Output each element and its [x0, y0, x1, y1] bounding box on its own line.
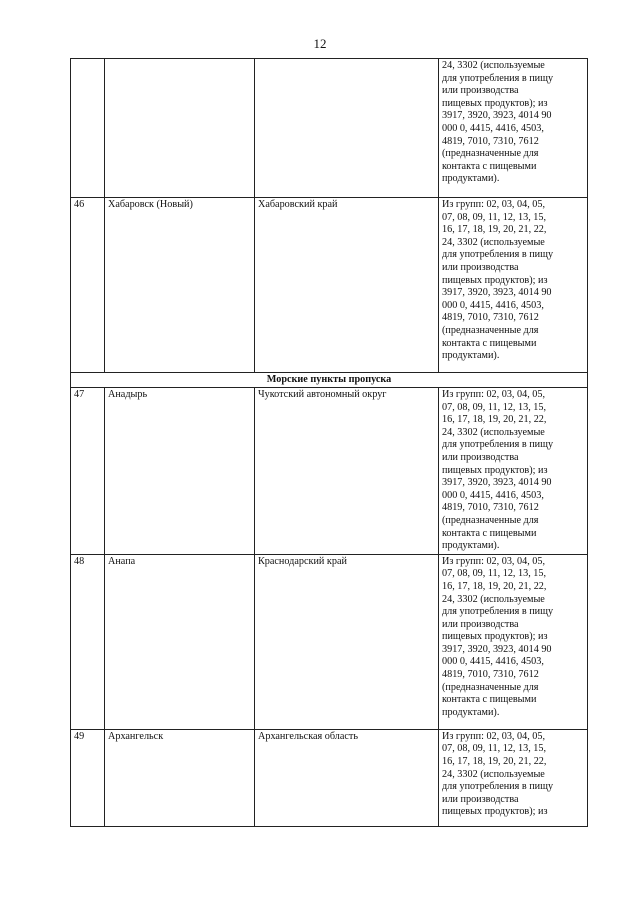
row-number-cell: 49 [71, 729, 105, 826]
checkpoint-name-cell: Анадырь [105, 388, 255, 555]
region-cell: Чукотский автономный округ [255, 388, 439, 555]
region-cell: Хабаровский край [255, 198, 439, 373]
region-cell [255, 59, 439, 198]
goods-cell: Из групп: 02, 03, 04, 05, 07, 08, 09, 11, 12, 13, 15, 16, 17, 18, 19, 20, 21, 22, 24, 3302 (используемые для употребления в пищу или производства пищевых продуктов); из 3917, 3920, 3923, 4014 90 000 0, 4415, 4416, 4503, 4819, 7010, 7310, 7612 (предназначенные для контакта с пищевыми продуктами). [439, 388, 588, 555]
row-number-cell: 47 [71, 388, 105, 555]
table-row-46 [71, 198, 588, 373]
goods-cell: Из групп: 02, 03, 04, 05, 07, 08, 09, 11, 12, 13, 15, 16, 17, 18, 19, 20, 21, 22, 24, 3302 (используемые для употребления в пищу или производства пищевых продуктов); из [439, 729, 588, 826]
region-cell: Архангельская область [255, 729, 439, 826]
table-row-47 [71, 388, 588, 555]
checkpoint-name-cell: Хабаровск (Новый) [105, 198, 255, 373]
table-row-49 [71, 729, 588, 826]
page-number: 12 [313, 36, 327, 51]
checkpoint-name-cell: Архангельск [105, 729, 255, 826]
row-number-cell: 46 [71, 198, 105, 373]
table-row-continued [71, 59, 588, 198]
goods-cell: 24, 3302 (используемые для употребления в пищу или производства пищевых продуктов); из 3917, 3920, 3923, 4014 90 000 0, 4415, 4416, 4503, 4819, 7010, 7310, 7612 (предназначенные для контакта с пищевыми продуктами). [439, 59, 588, 198]
section-header-row [71, 373, 588, 388]
checkpoint-name-cell: Анапа [105, 554, 255, 729]
row-number-cell [71, 59, 105, 198]
goods-cell: Из групп: 02, 03, 04, 05, 07, 08, 09, 11, 12, 13, 15, 16, 17, 18, 19, 20, 21, 22, 24, 3302 (используемые для употребления в пищу или производства пищевых продуктов); из 3917, 3920, 3923, 4014 90 000 0, 4415, 4416, 4503, 4819, 7010, 7310, 7612 (предназначенные для контакта с пищевыми продуктами). [439, 198, 588, 373]
goods-cell: Из групп: 02, 03, 04, 05, 07, 08, 09, 11, 12, 13, 15, 16, 17, 18, 19, 20, 21, 22, 24, 3302 (используемые для употребления в пищу или производства пищевых продуктов); из 3917, 3920, 3923, 4014 90 000 0, 4415, 4416, 4503, 4819, 7010, 7310, 7612 (предназначенные для контакта с пищевыми продуктами). [439, 554, 588, 729]
checkpoints-table [70, 58, 588, 827]
section-header-sea-checkpoints: Морские пункты пропуска [71, 373, 588, 388]
row-number-cell: 48 [71, 554, 105, 729]
table-row-48 [71, 554, 588, 729]
region-cell: Краснодарский край [255, 554, 439, 729]
checkpoint-name-cell [105, 59, 255, 198]
